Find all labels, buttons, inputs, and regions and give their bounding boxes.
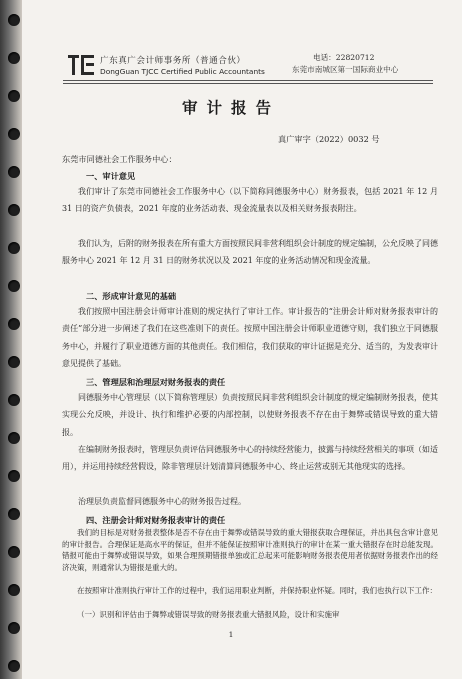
punch-hole: [8, 660, 20, 672]
punch-hole: [8, 318, 20, 330]
paragraph: 我们按照中国注册会计师审计准则的规定执行了审计工作。审计报告的“注册会计师对财务报表审计的责任”部分进一步阐述了我们在这些准则下的责任。按照中国注册会计师职业道德守则，我们独立于同德服务中心，并履行了职业道德方面的其他责任。我们相信，我们获取的审计证据是充分、适当的，为发表审计意见提供了基础。: [62, 307, 438, 368]
paragraph: 在编制财务报表时，管理层负责评估同德服务中心的持续经营能力，披露与持续经营相关的事项（如适用），并运用持续经营假设，除非管理层计划清算同德服务中心、终止运营或别无其他现实的选择。: [62, 445, 438, 472]
firm-address: 东莞市南城区第一国际商业中心: [292, 65, 399, 74]
punch-hole: [8, 584, 20, 596]
paragraph: 我们的目标是对财务报表整体是否不存在由于舞弊或错误导致的重大错报获取合理保证，并出具包含审计意见的审计报告。合理保证是高水平的保证，但并不能保证按照审计准则执行的审计在某一重大错报存在时总能发现。错报可能由于舞弊或错误导致，如果合理预期错报单独或汇总起来可能影响财务报表使用者依据财务报表作出的经济决策，则通常认为错报是重大的。: [62, 528, 438, 572]
report-ref-number: 真广审字（2022）0032 号: [278, 134, 380, 144]
firm-phone: 电话：22820712: [313, 53, 375, 62]
section-heading: 一、审计意见: [86, 171, 136, 181]
paragraph: 在按照审计准则执行审计工作的过程中，我们运用职业判断，并保持职业怀疑。同时，我们也执行以下工作：: [77, 586, 437, 595]
paragraph: 同德服务中心管理层（以下简称管理层）负责按照民间非营利组织会计制度的规定编制财务报表，使其实现公允反映，并设计、执行和维护必要的内部控制，以使财务报表不存在由于舞弊或错误导致的重大错报。: [62, 393, 438, 437]
page-number: 1: [228, 630, 234, 639]
punch-hole: [8, 14, 20, 26]
paragraph: （一）识别和评估由于舞弊或错误导致的财务报表重大错报风险，设计和实施审: [77, 610, 340, 619]
punch-hole: [8, 508, 20, 520]
punch-hole: [8, 394, 20, 406]
paragraph: 我们审计了东莞市同德社会工作服务中心（以下简称同德服务中心）财务报表，包括 2021 年 12 月 31 日的资产负债表，2021 年度的业务活动表、现金流量表以及相关财务报表附注。: [62, 187, 438, 214]
report-addressee: 东莞市同德社会工作服务中心：: [62, 154, 177, 164]
letterhead-rule: [63, 83, 433, 84]
section-heading: 三、管理层和治理层对财务报表的责任: [86, 377, 226, 387]
punch-hole: [8, 242, 20, 254]
firm-name-cn: 广东真广会计师事务所（普通合伙）: [100, 56, 246, 66]
punch-hole: [8, 432, 20, 444]
section-heading: 四、注册会计师对财务报表审计的责任: [86, 515, 226, 525]
punch-hole: [8, 356, 20, 368]
letterhead-rule: [63, 80, 433, 81]
firm-name-en: DongGuan TJCC Certified Public Accountants: [100, 67, 265, 76]
paragraph: 治理层负责监督同德服务中心的财务报告过程。: [78, 497, 246, 506]
punch-hole: [8, 52, 20, 64]
punch-hole: [8, 280, 20, 292]
report-title: 审计报告: [181, 99, 280, 117]
punch-hole: [8, 546, 20, 558]
section-heading: 二、形成审计意见的基础: [86, 291, 177, 301]
punch-hole: [8, 166, 20, 178]
firm-logo-icon: [68, 54, 94, 76]
punch-hole: [8, 204, 20, 216]
punch-hole: [8, 128, 20, 140]
punch-hole: [8, 470, 20, 482]
paragraph: 我们认为，后附的财务报表在所有重大方面按照民间非营利组织会计制度的规定编制，公允反映了同德服务中心 2021 年 12 月 31 日的财务状况以及 2021 年度的业务活动情况和现金流量。: [62, 239, 438, 266]
